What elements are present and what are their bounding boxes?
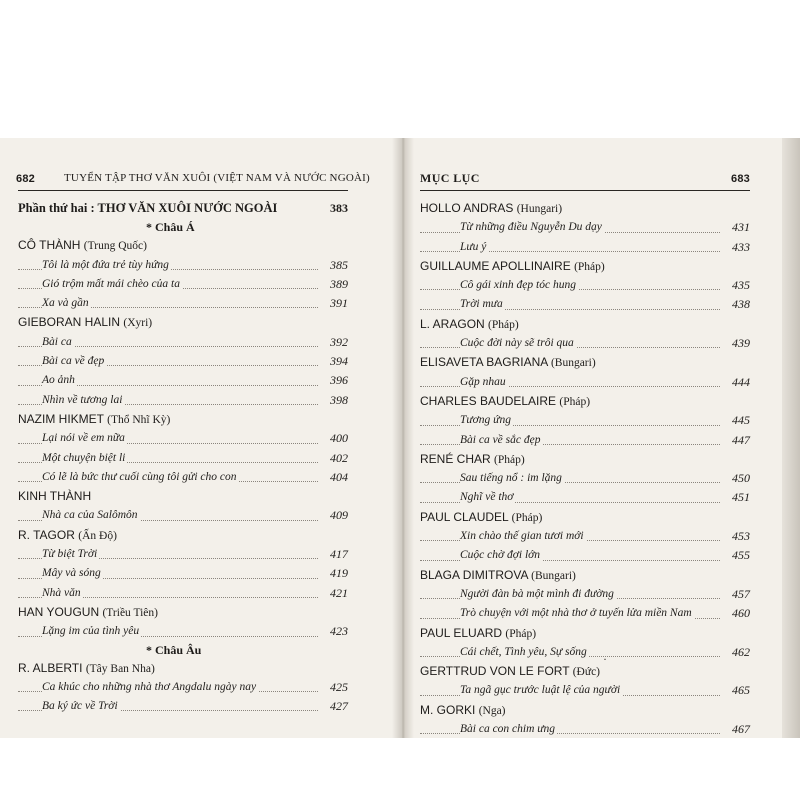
page-reference: 404 — [330, 469, 348, 484]
page-reference: 398 — [330, 392, 348, 407]
work-title: Xa và gần — [42, 297, 89, 310]
work-title: Cô gái xinh đẹp tóc hung — [460, 279, 576, 292]
page-reference: 396 — [330, 373, 348, 388]
heading-text: Phần thứ hai : THƠ VĂN XUÔI NƯỚC NGOÀI — [18, 201, 278, 215]
work-entry — [420, 218, 750, 237]
author-name: BLAGA DIMITROVA — [420, 567, 528, 582]
author-name: GERTTRUD VON LE FORT — [420, 664, 570, 679]
author-country: (Hungari) — [516, 203, 563, 215]
work-entry — [420, 604, 750, 623]
work-title: Có lẽ là bức thư cuối cùng tôi gửi cho con — [42, 470, 237, 483]
work-entry — [18, 622, 348, 641]
author-country: (Pháp) — [511, 511, 543, 524]
author-entry — [420, 566, 750, 585]
page-reference: 438 — [732, 297, 750, 312]
author-entry — [420, 450, 750, 469]
work-entry — [420, 488, 750, 507]
author-entry — [18, 487, 348, 506]
work-title: Cái chết, Tình yêu, Sự sống — [460, 645, 587, 658]
book-gutter — [392, 138, 414, 738]
page-reference: 439 — [732, 336, 750, 351]
author-name: KINH THÀNH — [18, 489, 92, 504]
author-country: (Bungari) — [550, 357, 596, 370]
work-entry — [420, 546, 750, 565]
work-title: Xin chào thế gian tươi mới — [460, 530, 584, 543]
work-title: Bài ca con chim ưng — [460, 723, 556, 736]
page-reference: 462 — [732, 644, 750, 659]
page-reference: 425 — [330, 679, 348, 694]
work-entry — [18, 256, 348, 275]
author-country: (Ấn Độ) — [78, 529, 117, 542]
author-entry — [420, 257, 750, 276]
work-entry — [420, 276, 750, 295]
part-heading — [18, 199, 348, 218]
work-title: Một chuyện biệt li — [42, 451, 126, 464]
work-entry — [420, 238, 750, 257]
page-reference: 423 — [330, 624, 348, 639]
work-entry — [420, 334, 750, 353]
running-header — [420, 170, 750, 191]
page-reference: 457 — [732, 586, 750, 601]
author-entry — [18, 410, 348, 429]
running-header — [16, 170, 370, 191]
work-title: Tương ứng — [460, 414, 511, 427]
author-entry — [18, 526, 348, 545]
page-reference: 385 — [330, 257, 348, 272]
author-country: (Bungari) — [531, 569, 576, 582]
section-heading — [18, 642, 348, 659]
work-title: Cuộc chờ đợi lớn — [460, 549, 541, 562]
page-reference: 433 — [732, 239, 750, 254]
author-name: M. GORKI — [420, 702, 476, 717]
author-country: (Pháp) — [494, 453, 525, 466]
author-name: HAN YOUGUN — [18, 604, 100, 619]
page-reference: 451 — [732, 490, 750, 505]
author-name: PAUL ELUARD — [420, 625, 503, 640]
author-name: RENÉ CHAR — [420, 451, 491, 466]
work-title: Nhìn về tương lai — [42, 393, 123, 406]
work-entry — [18, 429, 348, 448]
work-entry — [18, 449, 348, 468]
work-title: Người đàn bà một mình đi đường — [460, 587, 614, 600]
author-name: CÔ THÀNH — [18, 238, 81, 253]
work-entry — [18, 333, 348, 352]
author-entry — [18, 603, 348, 622]
author-country: (Pháp) — [488, 318, 519, 331]
author-entry — [420, 199, 750, 218]
work-title: Ba ký ức về Trời — [42, 700, 118, 713]
page-reference: 419 — [330, 566, 348, 581]
page-reference: 465 — [732, 683, 750, 698]
right-page — [420, 170, 750, 739]
page-edge — [782, 138, 800, 738]
page-number: 683 — [731, 173, 750, 185]
left-page — [16, 170, 370, 716]
table-of-contents — [420, 199, 750, 739]
work-entry — [420, 431, 750, 450]
work-title: Tôi là một đứa trẻ tùy hứng — [42, 258, 169, 271]
author-entry — [18, 236, 348, 255]
work-entry — [420, 643, 750, 662]
author-country: (Pháp) — [559, 395, 591, 408]
work-title: Lặng im của tình yêu — [42, 625, 140, 638]
work-title: Gặp nhau — [460, 375, 506, 388]
author-entry — [420, 508, 750, 527]
header-title: MỤC LỤC — [420, 171, 480, 185]
table-of-contents — [18, 199, 348, 716]
author-country: (Pháp) — [574, 260, 605, 273]
work-entry — [18, 294, 348, 313]
page-reference: 421 — [330, 585, 348, 600]
header-title: TUYỂN TẬP THƠ VĂN XUÔI (VIỆT NAM VÀ NƯỚC NGOÀI) — [64, 172, 370, 184]
work-title: Lưu ý — [460, 240, 487, 253]
work-entry — [18, 584, 348, 603]
author-name: PAUL CLAUDEL — [420, 509, 509, 524]
author-name: GIEBORAN HALIN — [18, 315, 121, 330]
author-name: R. TAGOR — [18, 527, 75, 542]
page-reference: 402 — [330, 450, 348, 465]
author-country: (Thổ Nhĩ Kỳ) — [107, 413, 171, 426]
author-entry — [420, 315, 750, 334]
work-entry — [420, 469, 750, 488]
page-reference: 383 — [330, 201, 348, 215]
work-entry — [420, 373, 750, 392]
work-entry — [18, 352, 348, 371]
work-entry — [420, 411, 750, 430]
author-country: (Pháp) — [505, 627, 537, 640]
work-title: Bài ca về sắc đẹp — [460, 433, 541, 446]
work-title: Bài ca — [42, 335, 72, 348]
author-entry — [18, 659, 348, 678]
page-reference: 445 — [732, 413, 750, 428]
author-country: (Xyri) — [123, 317, 153, 330]
author-name: ELISAVETA BAGRIANA — [420, 355, 548, 370]
author-country: (Triều Tiên) — [102, 606, 158, 619]
author-name: L. ARAGON — [420, 316, 485, 331]
page-reference: 389 — [330, 276, 348, 291]
work-title: Mây và sóng — [42, 567, 101, 580]
work-title: Nghĩ về thơ — [460, 491, 514, 504]
work-entry — [18, 506, 348, 525]
work-entry — [18, 564, 348, 583]
section-heading — [18, 219, 348, 236]
author-name: HOLLO ANDRAS — [420, 201, 514, 215]
page-reference: 447 — [732, 432, 750, 447]
page-reference: 400 — [330, 431, 348, 446]
page-reference: 392 — [330, 334, 348, 349]
author-name: GUILLAUME APOLLINAIRE — [420, 258, 571, 273]
page-reference: 460 — [732, 606, 750, 621]
work-title: Ta ngã gục trước luật lệ của người — [460, 684, 621, 697]
author-name: R. ALBERTI — [18, 660, 83, 675]
page-reference: 417 — [330, 547, 348, 562]
page-reference: 435 — [732, 278, 750, 293]
work-title: Bài ca về đẹp — [42, 355, 105, 368]
work-title: Gió trộm mất mái chèo của ta — [42, 277, 180, 290]
page-reference: 409 — [330, 508, 348, 523]
page-reference: 391 — [330, 296, 348, 311]
page-reference: 450 — [732, 471, 750, 486]
page-reference: 467 — [732, 722, 750, 737]
author-entry — [420, 624, 750, 643]
work-entry — [18, 545, 348, 564]
work-title: Ao ảnh — [42, 374, 75, 387]
work-title: Trời mưa — [460, 298, 503, 311]
work-title: Từ biệt Trời — [42, 548, 98, 561]
work-title: Nhà ca của Salômôn — [42, 509, 138, 522]
author-country: (Tây Ban Nha) — [85, 662, 155, 675]
work-entry — [18, 391, 348, 410]
page-reference: 455 — [732, 548, 750, 563]
print-speck: · — [603, 652, 607, 666]
work-title: Cuộc đời này sẽ trôi qua — [460, 337, 574, 350]
author-entry — [420, 701, 750, 720]
work-title: Trò chuyện với một nhà thơ ở tuyến lửa miền Nam — [460, 607, 692, 620]
work-entry — [420, 681, 750, 700]
page-reference: 444 — [732, 374, 750, 389]
work-entry — [18, 275, 348, 294]
work-entry — [18, 697, 348, 716]
author-country: (Trung Quốc) — [83, 240, 147, 253]
work-entry — [18, 468, 348, 487]
author-entry — [420, 353, 750, 372]
author-entry — [420, 392, 750, 411]
work-entry — [420, 295, 750, 314]
author-name: CHARLES BAUDELAIRE — [420, 393, 557, 408]
work-title: Lại nói về em nữa — [42, 432, 125, 445]
author-entry — [420, 662, 750, 681]
work-title: Sau tiếng nổ : im lặng — [460, 472, 562, 485]
work-title: Nhà văn — [42, 586, 81, 599]
work-title: Từ những điều Nguyễn Du dạy — [460, 221, 602, 234]
heading-text: * Châu Á — [146, 220, 195, 235]
page-number: 682 — [16, 173, 35, 185]
author-entry — [18, 313, 348, 332]
page-reference: 394 — [330, 354, 348, 369]
page-reference: 431 — [732, 220, 750, 235]
heading-text: * Châu Âu — [146, 642, 202, 657]
author-name: NAZIM HIKMET — [18, 411, 104, 426]
work-entry — [18, 371, 348, 390]
author-country: (Nga) — [478, 704, 506, 717]
work-title: Ca khúc cho những nhà thơ Angdalu ngày nay — [42, 680, 257, 693]
author-country: (Đức) — [572, 666, 601, 679]
work-entry — [18, 678, 348, 697]
work-entry — [420, 585, 750, 604]
work-entry — [420, 720, 750, 739]
work-entry — [420, 527, 750, 546]
page-reference: 453 — [732, 529, 750, 544]
page-reference: 427 — [330, 699, 348, 714]
